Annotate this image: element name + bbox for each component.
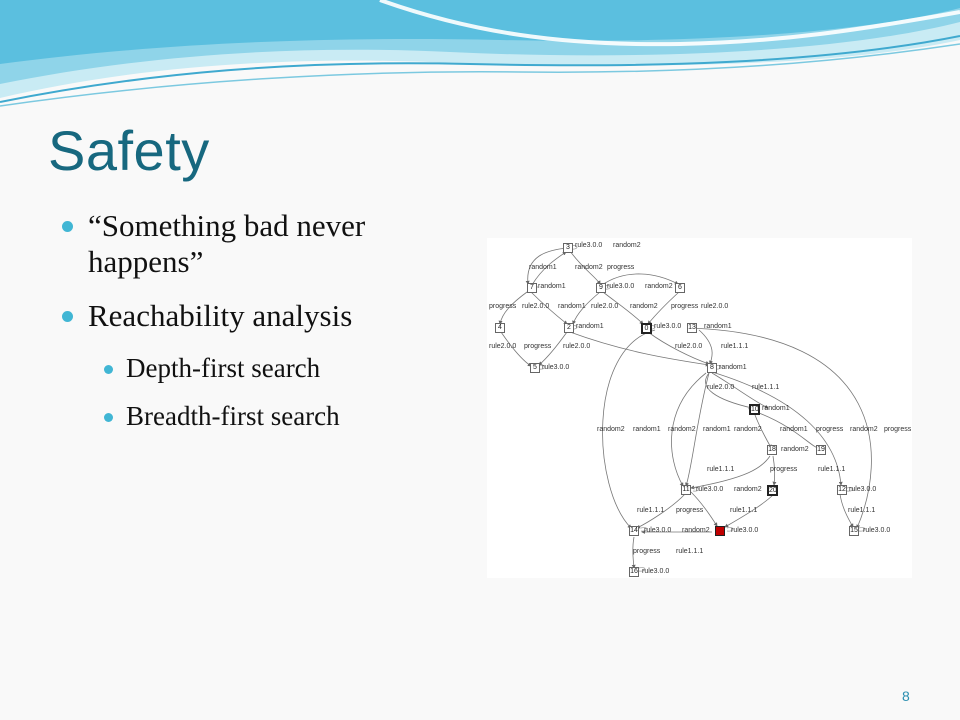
edge-label: rule2.0.0 — [522, 303, 550, 310]
state-node: 11 — [682, 486, 690, 493]
edge-label: random1 — [780, 426, 808, 433]
state-node: 14 — [630, 527, 638, 534]
page-number: 8 — [902, 688, 910, 704]
edge-label: random2 — [734, 486, 762, 493]
edge-label: rule1.1.1 — [721, 343, 749, 350]
state-node: 12 — [838, 486, 846, 493]
bullet-safety-definition: “Something bad never happens” — [60, 208, 440, 280]
edge-label: random1 — [719, 364, 747, 371]
state-node: 0 — [641, 323, 652, 334]
edge-label: progress — [633, 548, 661, 555]
edge-label: random2 — [781, 446, 809, 453]
edge-label: rule2.0.0 — [591, 303, 619, 310]
edge-label: rule3.0.0 — [863, 527, 891, 534]
edge-label: rule1.1.1 — [730, 507, 758, 514]
state-node: 20 — [769, 487, 777, 494]
state-node: 3 — [563, 243, 573, 253]
state-node: 15 — [850, 527, 858, 534]
bullet-reachability-analysis: Reachability analysis — [60, 298, 440, 334]
state-node: 10 — [751, 406, 759, 413]
edge-label: progress — [884, 426, 912, 433]
edge-label: random1 — [703, 426, 731, 433]
edge-label: random1 — [538, 283, 566, 290]
sub-bullet-depth-first: Depth-first search — [60, 352, 440, 384]
edge-label: rule2.0.0 — [563, 343, 591, 350]
edge-label: progress — [524, 343, 552, 350]
edge-label: rule3.0.0 — [607, 283, 635, 290]
edge-label: rule2.0.0 — [701, 303, 729, 310]
edge-label: rule3.0.0 — [542, 364, 570, 371]
edge-label: random2 — [734, 426, 762, 433]
edge-label: progress — [816, 426, 844, 433]
error-state-node: 1 — [715, 526, 725, 536]
state-node: 13 — [688, 324, 696, 331]
edge-label: rule2.0.0 — [707, 384, 735, 391]
edge-label: progress — [489, 303, 517, 310]
edge-label: progress — [607, 264, 635, 271]
edge-label: random1 — [576, 323, 604, 330]
edge-label: rule1.1.1 — [707, 466, 735, 473]
edge-label: rule3.0.0 — [575, 242, 603, 249]
state-node: 7 — [527, 283, 537, 293]
state-node: 9 — [596, 283, 606, 293]
edge-label: rule1.1.1 — [637, 507, 665, 514]
edge-label: rule2.0.0 — [489, 343, 517, 350]
slide-title: Safety — [48, 119, 210, 182]
edge-label: random2 — [630, 303, 658, 310]
edge-label: random2 — [645, 283, 673, 290]
edge-label: rule1.1.1 — [848, 507, 876, 514]
state-node: 19 — [817, 446, 825, 453]
edge-label: rule3.0.0 — [849, 486, 877, 493]
edge-label: rule1.1.1 — [676, 548, 704, 555]
edge-label: random2 — [597, 426, 625, 433]
edge-label: rule3.0.0 — [644, 527, 672, 534]
state-node: 6 — [675, 283, 685, 293]
edge-label: random2 — [613, 242, 641, 249]
edge-label: progress — [770, 466, 798, 473]
sub-bullet-breadth-first: Breadth-first search — [60, 400, 440, 432]
state-node: 2 — [564, 323, 574, 333]
state-node: 16 — [630, 568, 638, 575]
edge-label: rule3.0.0 — [731, 527, 759, 534]
edge-label: random1 — [558, 303, 586, 310]
edge-label: random2 — [682, 527, 710, 534]
edge-label: rule2.0.0 — [675, 343, 703, 350]
edge-label: rule1.1.1 — [818, 466, 846, 473]
edge-label: progress — [676, 507, 704, 514]
edge-label: random2 — [575, 264, 603, 271]
edge-label: random1 — [529, 264, 557, 271]
edge-label: progress — [671, 303, 699, 310]
state-node: 8 — [707, 363, 717, 373]
state-node: 4 — [495, 323, 505, 333]
edge-label: random1 — [704, 323, 732, 330]
edge-label: rule3.0.0 — [642, 568, 670, 575]
state-graph-diagram — [487, 238, 912, 578]
bullet-list — [60, 208, 440, 448]
edge-label: random2 — [850, 426, 878, 433]
edge-label: rule3.0.0 — [654, 323, 682, 330]
edge-label: rule3.0.0 — [696, 486, 724, 493]
edge-label: random2 — [668, 426, 696, 433]
header-wave-decoration — [0, 0, 960, 110]
state-node: 18 — [768, 446, 776, 453]
edge-label: random1 — [633, 426, 661, 433]
edge-label: rule1.1.1 — [752, 384, 780, 391]
edge-label: random1 — [762, 405, 790, 412]
state-node: 5 — [530, 363, 540, 373]
